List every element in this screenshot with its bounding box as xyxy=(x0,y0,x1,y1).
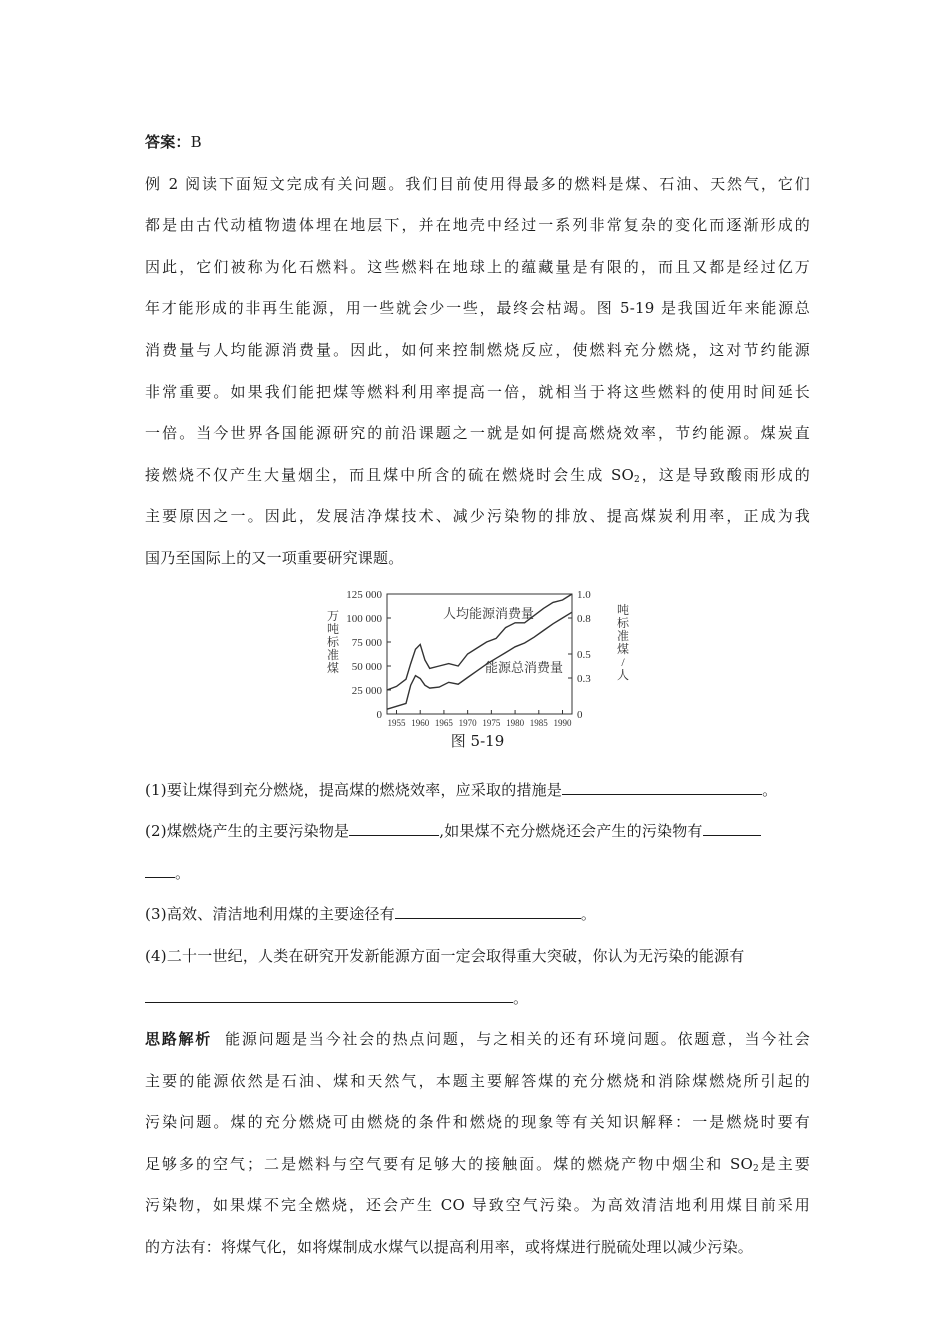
right-axis-label: / xyxy=(621,654,625,669)
answer-blank[interactable] xyxy=(703,820,761,836)
right-axis-label: 标 xyxy=(616,615,630,630)
right-axis-label: 煤 xyxy=(616,641,630,656)
x-tick-label: 1975 xyxy=(482,717,501,728)
right-tick-label: 1.0 xyxy=(577,588,591,601)
analysis-line: 的方法有：将煤气化，如将煤制成水煤气以提高利用率，或将煤进行脱硫处理以减少污染。 xyxy=(145,1238,754,1257)
answer-line xyxy=(145,122,810,164)
question-1: (1)要让煤得到充分燃烧，提高煤的燃烧效率，应采取的措施是 。 xyxy=(145,780,778,799)
right-tick-label: 0 xyxy=(577,708,583,721)
example-line: 国乃至国际上的又一项重要研究课题。 xyxy=(145,548,404,567)
question-3: (3)高效、清洁地利用煤的主要途径有 。 xyxy=(145,905,597,924)
left-tick-label: 125 000 xyxy=(346,588,382,601)
x-tick-label: 1985 xyxy=(529,717,548,728)
analysis-line: 主要的能源依然是石油、煤和天然气，本题主要解答煤的充分燃烧和消除煤燃烧所引起的 xyxy=(145,1071,810,1090)
left-axis-label: 标 xyxy=(326,634,340,649)
example-line: 例 2 阅读下面短文完成有关问题。我们目前使用得最多的燃料是煤、石油、天然气，它们 xyxy=(145,174,810,193)
left-axis-label: 煤 xyxy=(326,660,340,675)
example-line: 非常重要。如果我们能把煤等燃料利用率提高一倍，就相当于将这些燃料的使用时间延长 xyxy=(145,382,810,401)
answer-blank[interactable] xyxy=(145,862,175,878)
left-tick-label: 75 000 xyxy=(351,636,382,649)
question-4-continued: 。 xyxy=(145,978,810,1020)
energy-chart xyxy=(325,584,635,734)
series-label-total: 能源总消费量 xyxy=(485,659,564,675)
example-line: 消费量与人均能源消费量。因此，如何来控制燃烧反应，使燃料充分燃烧，这对节约能源 xyxy=(145,340,810,359)
x-tick-label: 1955 xyxy=(387,717,406,728)
left-tick-label: 25 000 xyxy=(351,684,382,697)
x-tick-label: 1990 xyxy=(553,717,572,728)
right-axis-label: 人 xyxy=(616,667,630,682)
question-4: (4)二十一世纪，人类在研究开发新能源方面一定会取得重大突破，你认为无污染的能源有 xyxy=(145,946,745,965)
right-axis-label: 吨 xyxy=(616,602,630,617)
answer-blank[interactable] xyxy=(562,779,762,795)
x-tick-label: 1970 xyxy=(458,717,477,728)
example-line: 一倍。当今世界各国能源研究的前沿课题之一就是如何提高燃烧效率，节约能源。煤炭直 xyxy=(145,424,810,443)
analysis-line: 污染问题。煤的充分燃烧可由燃烧的条件和燃烧的现象等有关知识解释：一是燃烧时要有 xyxy=(145,1113,810,1132)
answer-label: 答案： xyxy=(145,133,191,151)
example-line-so2: 接燃烧不仅产生大量烟尘，而且煤中所含的硫在燃烧时会生成 $SO_2$，这是导致酸雨形成的 xyxy=(145,465,810,485)
left-axis-label: 吨 xyxy=(326,621,340,636)
figure-caption: 图 5-19 xyxy=(450,731,505,750)
right-tick-label: 0.8 xyxy=(577,612,591,625)
left-axis-label: 准 xyxy=(326,647,340,662)
x-tick-label: 1965 xyxy=(434,717,453,728)
answer-blank[interactable] xyxy=(145,987,513,1003)
example-line: 因此，它们被称为化石燃料。这些燃料在地球上的蕴藏量是有限的，而且又都是经过亿万 xyxy=(145,257,810,276)
analysis-line: 思路解析 能源问题是当今社会的热点问题，与之相关的还有环境问题。依题意，当今社会 xyxy=(145,1030,810,1049)
right-axis-label: 准 xyxy=(616,628,630,643)
x-tick-label: 1960 xyxy=(411,717,430,728)
left-tick-label: 50 000 xyxy=(351,660,382,673)
energy-chart-figure xyxy=(145,580,810,770)
right-tick-label: 0.3 xyxy=(577,672,591,685)
answer-blank[interactable] xyxy=(395,903,581,919)
document-page xyxy=(145,122,810,1269)
answer-value: B xyxy=(190,133,202,151)
example-line: 都是由古代动植物遗体埋在地层下，并在地壳中经过一系列非常复杂的变化而逐渐形成的 xyxy=(145,216,810,235)
question-2: (2)煤燃烧产生的主要污染物是 ,如果煤不充分燃烧还会产生的污染物有 xyxy=(145,811,810,853)
left-tick-label: 0 xyxy=(376,708,382,721)
series-label-per-capita: 人均能源消费量 xyxy=(443,605,535,621)
example-line: 年才能形成的非再生能源，用一些就会少一些，最终会枯竭。图 5-19 是我国近年来能源总 xyxy=(145,299,810,318)
analysis-label: 思路解析 xyxy=(145,1030,213,1049)
analysis-line: 污染物，如果煤不完全燃烧，还会产生 CO 导致空气污染。为高效清洁地利用煤目前采用 xyxy=(145,1196,810,1215)
left-axis-label: 万 xyxy=(326,608,340,623)
left-tick-label: 100 000 xyxy=(346,612,382,625)
right-tick-label: 0.5 xyxy=(577,648,591,661)
question-2-continued: 。 xyxy=(145,853,810,895)
analysis-line-so2: 足够多的空气；二是燃料与空气要有足够大的接触面。煤的燃烧产物中烟尘和 $SO_2$是主要 xyxy=(145,1154,810,1174)
answer-blank[interactable] xyxy=(349,820,439,836)
x-tick-label: 1980 xyxy=(506,717,525,728)
example-line: 主要原因之一。因此，发展洁净煤技术、减少污染物的排放、提高煤炭利用率，正成为我 xyxy=(145,507,810,526)
